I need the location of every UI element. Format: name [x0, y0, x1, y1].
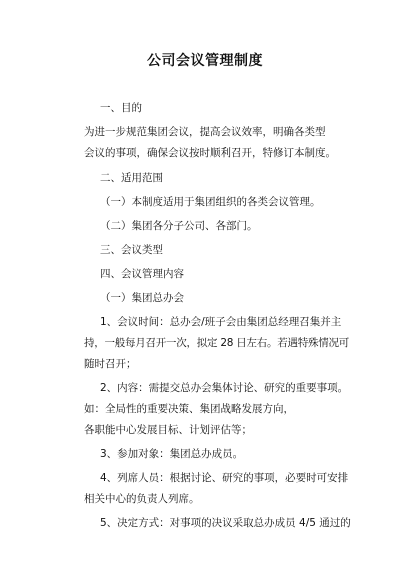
- list-item: （一）本制度适用于集团组织的各类会议管理。: [100, 196, 321, 208]
- document-title: 公司会议管理制度: [147, 53, 263, 69]
- paragraph-line: 2、内容：需提交总办会集体讨论、研究的重要事项。: [100, 382, 349, 394]
- paragraph-line: 为进一步规范集团会议，提高会议效率，明确各类型: [84, 126, 326, 138]
- section-heading-management: 四、会议管理内容: [100, 268, 184, 280]
- subsection-heading: （一）集团总办会: [100, 292, 184, 304]
- paragraph-line: 相关中心的负责人列席。: [84, 493, 200, 505]
- paragraph-line: 如：全局性的重要决策、集团战略发展方向，: [84, 403, 294, 415]
- paragraph-line: 4、列席人员：根据讨论、研究的事项，必要时可安排: [100, 472, 349, 484]
- paragraph-line: 5、决定方式：对事项的决议采取总办成员 4/5 通过的: [100, 517, 351, 529]
- section-heading-purpose: 一、目的: [100, 102, 142, 114]
- list-item: （二）集团各分子公司、各部门。: [100, 220, 258, 232]
- paragraph-line: 3、参加对象：集团总办成员。: [100, 448, 244, 460]
- section-heading-scope: 二、适用范围: [100, 172, 163, 184]
- paragraph-line: 1、会议时间：总办会/班子会由集团总经理召集并主: [100, 316, 342, 328]
- section-heading-meeting-types: 三、会议类型: [100, 244, 163, 256]
- paragraph-line: 随时召开；: [84, 358, 137, 370]
- paragraph-line: 会议的事项，确保会议按时顺利召开，特修订本制度。: [84, 147, 336, 159]
- paragraph-line: 各职能中心发展目标、计划评估等；: [84, 424, 252, 436]
- paragraph-line: 持，一般每月召开一次，拟定 28 日左右。若遇特殊情况可: [84, 337, 350, 349]
